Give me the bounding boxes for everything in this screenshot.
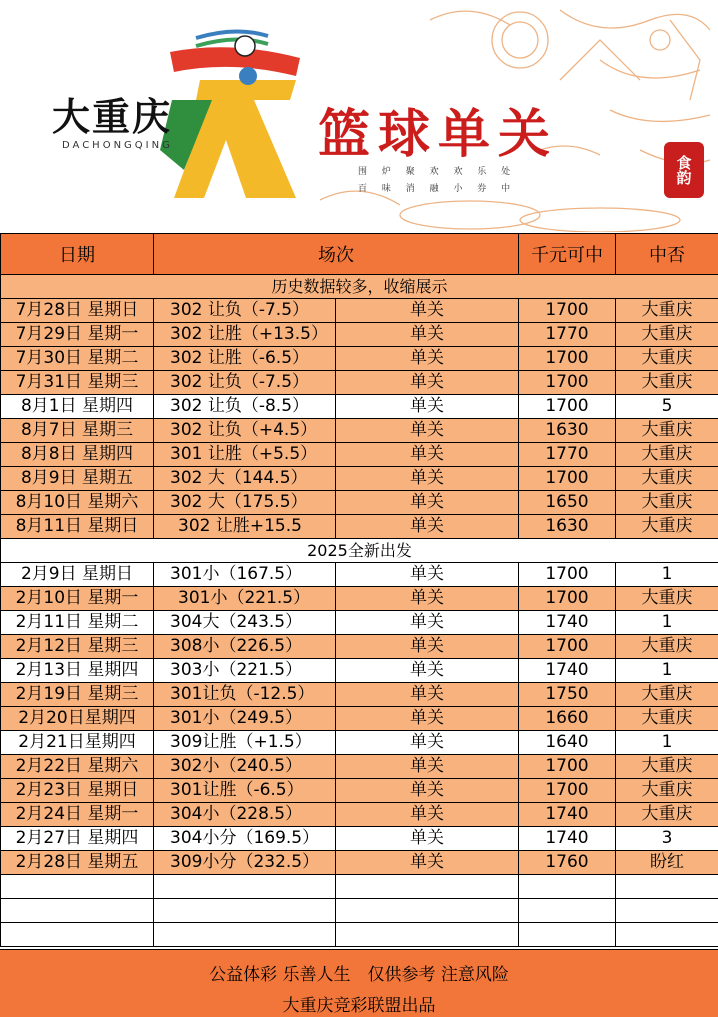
row-bet-type: 单关	[336, 443, 519, 467]
table-row	[1, 851, 718, 875]
row-match: 302 让负（-7.5）	[154, 371, 336, 395]
table-row	[1, 395, 718, 419]
row-result: 大重庆	[616, 323, 718, 347]
row-match: 301小（167.5）	[154, 563, 336, 587]
row-match: 304大（243.5）	[154, 611, 336, 635]
row-date: 8月11日 星期日	[1, 515, 154, 539]
row-date: 2月12日 星期三	[1, 635, 154, 659]
empty-cell	[336, 875, 519, 899]
row-match: 302 让胜（+13.5）	[154, 323, 336, 347]
table-row	[1, 587, 718, 611]
table-header	[1, 234, 718, 275]
table-row	[1, 779, 718, 803]
column-date: 日期	[1, 234, 154, 275]
row-result: 大重庆	[616, 635, 718, 659]
row-amount: 1700	[519, 779, 616, 803]
slogan-line-1: 围 炉 聚 欢 欢 乐 处	[358, 167, 517, 177]
row-amount: 1700	[519, 299, 616, 323]
table-row	[1, 491, 718, 515]
column-match: 场次	[154, 234, 519, 275]
row-date: 7月31日 星期三	[1, 371, 154, 395]
row-match: 309小分（232.5）	[154, 851, 336, 875]
row-amount: 1700	[519, 587, 616, 611]
row-amount: 1630	[519, 419, 616, 443]
header-banner	[0, 0, 718, 232]
table-row	[1, 731, 718, 755]
section-label: 历史数据较多，收缩展示	[1, 275, 718, 299]
row-result: 大重庆	[616, 707, 718, 731]
table-row	[1, 515, 718, 539]
footer	[0, 949, 718, 1017]
row-result: 5	[616, 395, 718, 419]
page-title: 篮球单关	[318, 104, 559, 165]
row-bet-type: 单关	[336, 323, 519, 347]
row-match: 302 大（175.5）	[154, 491, 336, 515]
row-date: 2月28日 星期五	[1, 851, 154, 875]
row-result: 大重庆	[616, 299, 718, 323]
table-row	[1, 707, 718, 731]
table-row	[1, 419, 718, 443]
row-match: 302 让负（-7.5）	[154, 299, 336, 323]
logo-mark	[160, 31, 300, 198]
row-match: 302 让胜+15.5	[154, 515, 336, 539]
empty-cell	[519, 899, 616, 923]
row-date: 8月1日 星期四	[1, 395, 154, 419]
row-result: 大重庆	[616, 755, 718, 779]
row-date: 7月30日 星期二	[1, 347, 154, 371]
row-amount: 1700	[519, 371, 616, 395]
footer-disclaimer: 公益体彩 乐善人生 仅供参考 注意风险	[209, 965, 509, 985]
row-bet-type: 单关	[336, 587, 519, 611]
column-amount: 千元可中	[519, 234, 616, 275]
row-result: 大重庆	[616, 803, 718, 827]
brand-subtitle: DACHONGQING	[62, 140, 173, 151]
brand-name: 大重庆	[52, 94, 173, 139]
row-bet-type: 单关	[336, 515, 519, 539]
empty-cell	[154, 875, 336, 899]
row-amount: 1740	[519, 827, 616, 851]
table-row	[1, 323, 718, 347]
row-amount: 1660	[519, 707, 616, 731]
row-bet-type: 单关	[336, 659, 519, 683]
empty-cell	[154, 923, 336, 947]
row-date: 2月19日 星期三	[1, 683, 154, 707]
row-date: 2月13日 星期四	[1, 659, 154, 683]
row-date: 2月9日 星期日	[1, 563, 154, 587]
row-match: 301让胜（-6.5）	[154, 779, 336, 803]
row-date: 2月23日 星期日	[1, 779, 154, 803]
row-result: 大重庆	[616, 347, 718, 371]
empty-cell	[519, 875, 616, 899]
row-date: 8月8日 星期四	[1, 443, 154, 467]
row-match: 308小（226.5）	[154, 635, 336, 659]
row-bet-type: 单关	[336, 491, 519, 515]
row-date: 2月27日 星期四	[1, 827, 154, 851]
column-result: 中否	[616, 234, 718, 275]
table-body	[1, 275, 718, 947]
row-date: 8月10日 星期六	[1, 491, 154, 515]
table-row	[1, 755, 718, 779]
row-bet-type: 单关	[336, 635, 519, 659]
row-amount: 1630	[519, 515, 616, 539]
row-result: 大重庆	[616, 467, 718, 491]
row-match: 302 让负（-8.5）	[154, 395, 336, 419]
row-result: 1	[616, 659, 718, 683]
row-result: 盼红	[616, 851, 718, 875]
table-row	[1, 443, 718, 467]
row-date: 8月9日 星期五	[1, 467, 154, 491]
empty-cell	[336, 899, 519, 923]
row-bet-type: 单关	[336, 419, 519, 443]
row-amount: 1700	[519, 395, 616, 419]
row-result: 3	[616, 827, 718, 851]
row-amount: 1750	[519, 683, 616, 707]
row-bet-type: 单关	[336, 731, 519, 755]
row-bet-type: 单关	[336, 371, 519, 395]
table-row	[1, 659, 718, 683]
row-result: 大重庆	[616, 419, 718, 443]
section-label: 2025全新出发	[1, 539, 718, 563]
row-match: 302 大（144.5）	[154, 467, 336, 491]
row-match: 301 让胜（+5.5）	[154, 443, 336, 467]
row-date: 7月29日 星期一	[1, 323, 154, 347]
row-match: 301小（221.5）	[154, 587, 336, 611]
row-date: 8月7日 星期三	[1, 419, 154, 443]
row-result: 1	[616, 611, 718, 635]
row-amount: 1700	[519, 635, 616, 659]
row-amount: 1700	[519, 467, 616, 491]
empty-cell	[616, 923, 718, 947]
row-date: 2月24日 星期一	[1, 803, 154, 827]
row-amount: 1770	[519, 443, 616, 467]
table-row	[1, 563, 718, 587]
row-bet-type: 单关	[336, 563, 519, 587]
table-row	[1, 803, 718, 827]
row-result: 大重庆	[616, 515, 718, 539]
row-amount: 1650	[519, 491, 616, 515]
section-row	[1, 275, 718, 299]
empty-cell	[1, 923, 154, 947]
empty-cell	[519, 923, 616, 947]
seal-stamp: 食韵	[664, 142, 704, 198]
row-result: 大重庆	[616, 443, 718, 467]
row-bet-type: 单关	[336, 395, 519, 419]
row-match: 303小（221.5）	[154, 659, 336, 683]
row-amount: 1700	[519, 347, 616, 371]
row-date: 2月20日星期四	[1, 707, 154, 731]
row-bet-type: 单关	[336, 707, 519, 731]
row-match: 301小（249.5）	[154, 707, 336, 731]
row-bet-type: 单关	[336, 683, 519, 707]
row-result: 1	[616, 563, 718, 587]
row-result: 大重庆	[616, 371, 718, 395]
empty-cell	[616, 875, 718, 899]
empty-row	[1, 899, 718, 923]
row-match: 302 让负（+4.5）	[154, 419, 336, 443]
row-match: 304小（228.5）	[154, 803, 336, 827]
row-date: 7月28日 星期日	[1, 299, 154, 323]
row-match: 302小（240.5）	[154, 755, 336, 779]
table-row	[1, 683, 718, 707]
table-row	[1, 827, 718, 851]
row-amount: 1740	[519, 659, 616, 683]
row-date: 2月21日星期四	[1, 731, 154, 755]
row-date: 2月11日 星期二	[1, 611, 154, 635]
row-bet-type: 单关	[336, 611, 519, 635]
row-result: 大重庆	[616, 779, 718, 803]
row-match: 302 让胜（-6.5）	[154, 347, 336, 371]
row-bet-type: 单关	[336, 851, 519, 875]
row-result: 1	[616, 731, 718, 755]
row-amount: 1770	[519, 323, 616, 347]
results-table	[0, 233, 718, 947]
row-amount: 1760	[519, 851, 616, 875]
row-amount: 1700	[519, 563, 616, 587]
row-bet-type: 单关	[336, 467, 519, 491]
empty-cell	[336, 923, 519, 947]
row-match: 309让胜（+1.5）	[154, 731, 336, 755]
row-result: 大重庆	[616, 683, 718, 707]
row-bet-type: 单关	[336, 779, 519, 803]
empty-cell	[616, 899, 718, 923]
empty-cell	[1, 875, 154, 899]
row-amount: 1640	[519, 731, 616, 755]
section-row	[1, 539, 718, 563]
empty-row	[1, 875, 718, 899]
empty-cell	[154, 899, 336, 923]
empty-cell	[1, 899, 154, 923]
row-match: 301让负（-12.5）	[154, 683, 336, 707]
row-bet-type: 单关	[336, 347, 519, 371]
row-bet-type: 单关	[336, 803, 519, 827]
row-amount: 1740	[519, 803, 616, 827]
table-row	[1, 299, 718, 323]
empty-row	[1, 923, 718, 947]
row-result: 大重庆	[616, 587, 718, 611]
row-bet-type: 单关	[336, 755, 519, 779]
slogan-line-2: 百 味 消 融 小 券 中	[358, 184, 517, 194]
row-amount: 1740	[519, 611, 616, 635]
footer-credit: 大重庆竞彩联盟出品	[282, 996, 436, 1016]
table-row	[1, 467, 718, 491]
table-row	[1, 347, 718, 371]
row-result: 大重庆	[616, 491, 718, 515]
row-amount: 1700	[519, 755, 616, 779]
table-row	[1, 635, 718, 659]
row-bet-type: 单关	[336, 827, 519, 851]
row-date: 2月22日 星期六	[1, 755, 154, 779]
row-date: 2月10日 星期一	[1, 587, 154, 611]
row-match: 304小分（169.5）	[154, 827, 336, 851]
table-row	[1, 611, 718, 635]
table-row	[1, 371, 718, 395]
row-bet-type: 单关	[336, 299, 519, 323]
